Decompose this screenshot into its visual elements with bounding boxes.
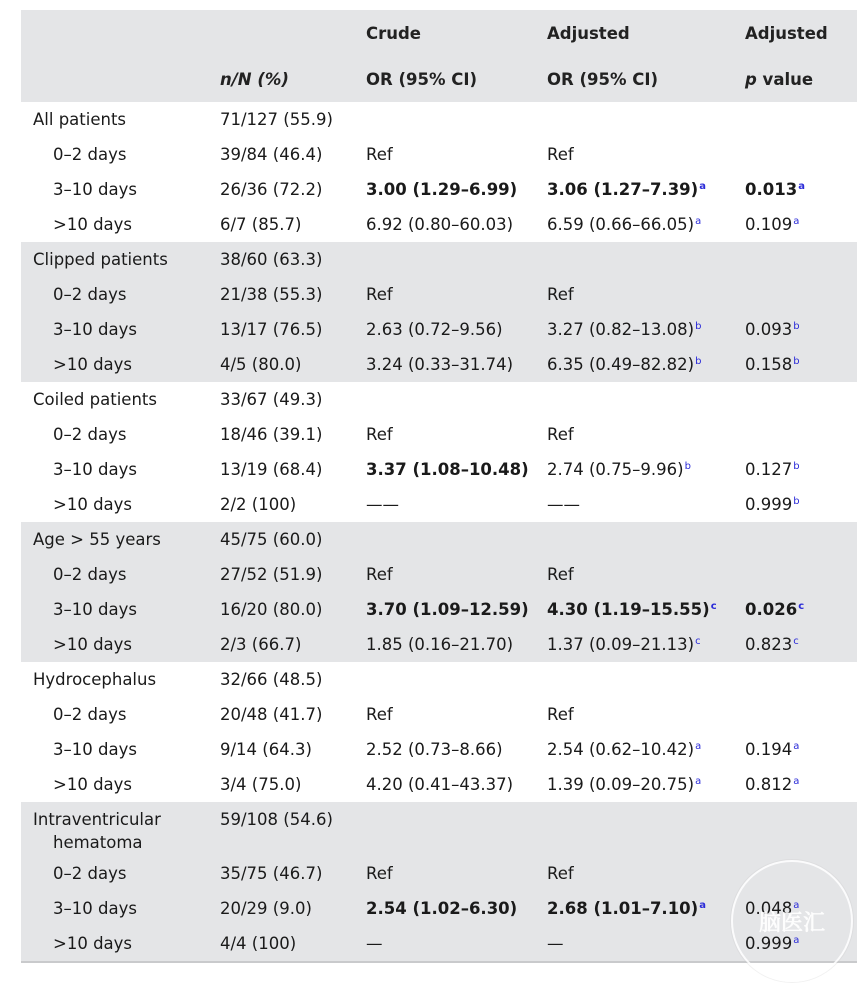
table-row <box>21 207 857 242</box>
group-name-line1: Intraventricular <box>33 810 161 829</box>
group-nN: 71/127 (55.9) <box>220 110 333 129</box>
row-crude-or <box>366 740 503 760</box>
row-crude-or-text: 3.37 (1.08–10.48) <box>366 460 529 479</box>
row-label <box>53 355 132 375</box>
footnote-marker: a <box>695 776 702 787</box>
row-label <box>53 775 132 795</box>
group-nN: 33/67 (49.3) <box>220 390 323 409</box>
row-nN <box>220 740 312 760</box>
row-nN <box>220 899 312 919</box>
row-label-text: 3–10 days <box>53 460 137 479</box>
row-p-value <box>745 460 800 480</box>
row-label-text: >10 days <box>53 775 133 794</box>
table-row <box>21 557 857 592</box>
header-p-letter: p <box>745 70 757 89</box>
row-adjusted-or <box>547 180 706 200</box>
row-label <box>53 565 126 585</box>
row-label <box>53 600 137 620</box>
row-p-value <box>745 355 800 375</box>
group-header-row <box>21 802 857 856</box>
watermark-logo: 脑医汇 <box>731 860 853 982</box>
table-bottom-rule <box>21 961 857 963</box>
row-adjusted-or <box>547 320 701 340</box>
row-crude-or <box>366 495 399 515</box>
row-nN-text: 4/5 (80.0) <box>220 355 302 374</box>
row-adjusted-or-text: 1.39 (0.09–20.75) <box>547 775 695 794</box>
row-nN-text: 18/46 (39.1) <box>220 425 323 444</box>
row-p-value-text: 0.823 <box>745 635 793 654</box>
row-label-text: >10 days <box>53 635 133 654</box>
row-nN <box>220 145 322 165</box>
group-name: Age > 55 years <box>33 530 161 549</box>
row-p-value-text: 0.026 <box>745 600 798 619</box>
footnote-marker: a <box>793 776 800 787</box>
footnote-marker: c <box>695 636 701 647</box>
row-adjusted-or <box>547 215 701 235</box>
row-label-text: 3–10 days <box>53 740 137 759</box>
table-row <box>21 172 857 207</box>
row-crude-or-text: Ref <box>366 425 393 444</box>
row-nN-text: 13/17 (76.5) <box>220 320 323 339</box>
row-adjusted-or <box>547 565 574 585</box>
row-crude-or-text: 2.54 (1.02–6.30) <box>366 899 518 918</box>
row-nN-text: 26/36 (72.2) <box>220 180 323 199</box>
row-adjusted-or <box>547 934 564 954</box>
row-crude-or <box>366 320 503 340</box>
row-crude-or <box>366 145 393 165</box>
footnote-marker: a <box>699 900 706 911</box>
row-label-text: 3–10 days <box>53 600 137 619</box>
row-label <box>53 495 132 515</box>
row-crude-or <box>366 934 383 954</box>
row-nN-text: 2/2 (100) <box>220 495 297 514</box>
table-row <box>21 347 857 382</box>
group-header-row <box>21 382 857 417</box>
row-nN <box>220 355 301 375</box>
row-label-text: >10 days <box>53 355 133 374</box>
row-adjusted-or <box>547 145 574 165</box>
row-label-text: 0–2 days <box>53 565 127 584</box>
row-label-text: 3–10 days <box>53 320 137 339</box>
row-nN <box>220 460 322 480</box>
row-adjusted-or <box>547 460 691 480</box>
group-header-row <box>21 242 857 277</box>
row-crude-or <box>366 635 513 655</box>
table-row <box>21 697 857 732</box>
row-adjusted-or <box>547 740 701 760</box>
footnote-marker: a <box>699 181 706 192</box>
table-group <box>21 242 857 382</box>
footnote-marker: b <box>684 461 691 472</box>
row-adjusted-or-text: Ref <box>547 705 574 724</box>
row-nN <box>220 635 301 655</box>
row-p-value <box>745 740 799 760</box>
table-group <box>21 102 857 242</box>
row-nN <box>220 934 296 954</box>
row-adjusted-or <box>547 775 701 795</box>
group-name: Clipped patients <box>33 250 168 269</box>
row-p-value <box>745 775 799 795</box>
row-crude-or-text: 2.52 (0.73–8.66) <box>366 740 503 759</box>
row-label-text: 0–2 days <box>53 864 127 883</box>
row-nN-text: 4/4 (100) <box>220 934 297 953</box>
row-adjusted-or-text: 6.35 (0.49–82.82) <box>547 355 695 374</box>
row-nN-text: 35/75 (46.7) <box>220 864 323 883</box>
row-nN <box>220 600 322 620</box>
group-name-line2: hematoma <box>53 833 143 852</box>
table-group <box>21 382 857 522</box>
footnote-marker: a <box>695 741 702 752</box>
row-crude-or-text: Ref <box>366 565 393 584</box>
row-label <box>53 740 137 760</box>
row-crude-or-text: Ref <box>366 145 393 164</box>
row-crude-or-text: — <box>366 934 383 953</box>
row-p-value-text: 0.999 <box>745 934 793 953</box>
row-nN-text: 20/48 (41.7) <box>220 705 323 724</box>
header-adj-or: OR (95% CI) <box>547 70 659 89</box>
row-crude-or-text: Ref <box>366 285 393 304</box>
footnote-marker: a <box>798 181 805 192</box>
row-nN-text: 6/7 (85.7) <box>220 215 302 234</box>
row-crude-or <box>366 180 517 200</box>
row-p-value-text: 0.109 <box>745 215 793 234</box>
row-nN-text: 39/84 (46.4) <box>220 145 323 164</box>
group-nN: 38/60 (63.3) <box>220 250 323 269</box>
row-label <box>53 215 132 235</box>
row-adjusted-or <box>547 899 706 919</box>
row-nN-text: 27/52 (51.9) <box>220 565 323 584</box>
row-adjusted-or <box>547 864 574 884</box>
group-name <box>33 808 193 854</box>
table-body <box>21 102 857 961</box>
footnote-marker: b <box>793 321 800 332</box>
header-crude: Crude <box>366 24 421 43</box>
row-adjusted-or-text: 4.30 (1.19–15.55) <box>547 600 710 619</box>
row-label-text: 0–2 days <box>53 425 127 444</box>
table-header <box>21 10 857 102</box>
group-name: All patients <box>33 110 127 129</box>
row-label <box>53 864 126 884</box>
row-adjusted-or-text: 1.37 (0.09–21.13) <box>547 635 695 654</box>
row-p-value-text: 0.194 <box>745 740 793 759</box>
row-nN-text: 16/20 (80.0) <box>220 600 323 619</box>
row-adjusted-or-text: — <box>547 934 564 953</box>
row-adjusted-or-text: 2.54 (0.62–10.42) <box>547 740 695 759</box>
table-row <box>21 137 857 172</box>
footnote-marker: a <box>793 935 800 946</box>
table-row <box>21 732 857 767</box>
table-row <box>21 767 857 802</box>
row-nN-text: 3/4 (75.0) <box>220 775 302 794</box>
footnote-marker: a <box>695 216 702 227</box>
results-table <box>21 10 857 961</box>
row-nN <box>220 565 322 585</box>
row-nN <box>220 425 322 445</box>
row-adjusted-or <box>547 705 574 725</box>
group-header-row <box>21 522 857 557</box>
row-adjusted-or <box>547 285 574 305</box>
header-adjusted: Adjusted <box>547 24 630 43</box>
row-p-value-text: 0.013 <box>745 180 798 199</box>
row-crude-or-text: 3.24 (0.33–31.74) <box>366 355 514 374</box>
group-nN: 59/108 (54.6) <box>220 810 333 829</box>
row-p-value-text: 0.812 <box>745 775 793 794</box>
row-label-text: 0–2 days <box>53 705 127 724</box>
row-adjusted-or <box>547 600 717 620</box>
footnote-marker: b <box>793 461 800 472</box>
row-nN-text: 13/19 (68.4) <box>220 460 323 479</box>
footnote-marker: a <box>793 216 800 227</box>
table-row <box>21 417 857 452</box>
row-nN-text: 21/38 (55.3) <box>220 285 323 304</box>
row-p-value <box>745 495 800 515</box>
row-crude-or <box>366 600 529 620</box>
row-nN-text: 2/3 (66.7) <box>220 635 302 654</box>
row-crude-or <box>366 705 393 725</box>
footnote-marker: a <box>793 900 800 911</box>
row-label <box>53 705 126 725</box>
row-p-value-text: 0.048 <box>745 899 793 918</box>
row-crude-or <box>366 864 393 884</box>
table-group <box>21 522 857 662</box>
row-adjusted-or <box>547 355 701 375</box>
row-p-value <box>745 635 799 655</box>
row-adjusted-or-text: 3.06 (1.27–7.39) <box>547 180 699 199</box>
footnote-marker: a <box>793 741 800 752</box>
row-label-text: 3–10 days <box>53 180 137 199</box>
row-p-value-text: 0.127 <box>745 460 793 479</box>
row-crude-or-text: Ref <box>366 705 393 724</box>
table-row <box>21 312 857 347</box>
row-nN-text: 9/14 (64.3) <box>220 740 312 759</box>
table-row <box>21 856 857 891</box>
row-nN <box>220 705 322 725</box>
row-label-text: 0–2 days <box>53 285 127 304</box>
row-crude-or-text: Ref <box>366 864 393 883</box>
group-nN: 32/66 (48.5) <box>220 670 323 689</box>
row-adjusted-or-text: Ref <box>547 145 574 164</box>
row-label <box>53 934 132 954</box>
row-label <box>53 320 137 340</box>
table-row <box>21 277 857 312</box>
group-nN: 45/75 (60.0) <box>220 530 323 549</box>
row-crude-or-text: 4.20 (0.41–43.37) <box>366 775 514 794</box>
row-adjusted-or-text: Ref <box>547 864 574 883</box>
row-p-value-text: 0.093 <box>745 320 793 339</box>
row-nN <box>220 180 322 200</box>
row-label-text: >10 days <box>53 495 133 514</box>
row-p-value-text: 0.999 <box>745 495 793 514</box>
row-label <box>53 145 126 165</box>
row-nN <box>220 864 322 884</box>
row-adjusted-or-text: Ref <box>547 285 574 304</box>
header-p-value <box>745 70 813 89</box>
table-row <box>21 452 857 487</box>
table-group <box>21 662 857 802</box>
header-crude-or: OR (95% CI) <box>366 70 478 89</box>
group-header-row <box>21 662 857 697</box>
row-label <box>53 180 137 200</box>
row-label-text: >10 days <box>53 934 133 953</box>
row-nN <box>220 320 322 340</box>
row-label-text: 0–2 days <box>53 145 127 164</box>
row-adjusted-or-text: Ref <box>547 565 574 584</box>
group-name: Coiled patients <box>33 390 157 409</box>
row-crude-or-text: 3.70 (1.09–12.59) <box>366 600 529 619</box>
row-label <box>53 899 137 919</box>
footnote-marker: b <box>695 321 702 332</box>
row-crude-or <box>366 775 513 795</box>
row-adjusted-or-text: Ref <box>547 425 574 444</box>
row-adjusted-or-text: 2.74 (0.75–9.96) <box>547 460 684 479</box>
header-adjusted-p: Adjusted <box>745 24 828 43</box>
group-name: Hydrocephalus <box>33 670 157 689</box>
row-p-value-text: 0.158 <box>745 355 793 374</box>
footnote-marker: c <box>793 636 799 647</box>
row-p-value <box>745 320 800 340</box>
header-nN: n/N (%) <box>220 70 289 89</box>
row-adjusted-or <box>547 495 580 515</box>
row-nN-text: 20/29 (9.0) <box>220 899 312 918</box>
row-nN <box>220 775 301 795</box>
row-label <box>53 635 132 655</box>
table-row <box>21 627 857 662</box>
row-p-value <box>745 180 805 200</box>
row-crude-or-text: 1.85 (0.16–21.70) <box>366 635 514 654</box>
row-nN <box>220 495 296 515</box>
row-adjusted-or <box>547 635 701 655</box>
row-label-text: 3–10 days <box>53 899 137 918</box>
row-crude-or <box>366 355 513 375</box>
row-label <box>53 425 126 445</box>
table-group <box>21 802 857 961</box>
row-crude-or-text: 6.92 (0.80–60.03) <box>366 215 514 234</box>
row-label <box>53 460 137 480</box>
footnote-marker: c <box>710 601 717 612</box>
row-adjusted-or-text: 2.68 (1.01–7.10) <box>547 899 699 918</box>
row-crude-or-text: 2.63 (0.72–9.56) <box>366 320 503 339</box>
footnote-marker: b <box>793 356 800 367</box>
footnote-marker: c <box>798 601 805 612</box>
row-crude-or <box>366 215 513 235</box>
row-nN <box>220 215 301 235</box>
row-crude-or-text: 3.00 (1.29–6.99) <box>366 180 518 199</box>
row-label-text: >10 days <box>53 215 133 234</box>
footnote-marker: b <box>793 496 800 507</box>
table-row <box>21 487 857 522</box>
row-adjusted-or-text: 6.59 (0.66–66.05) <box>547 215 695 234</box>
row-crude-or <box>366 565 393 585</box>
row-p-value <box>745 600 804 620</box>
row-p-value <box>745 215 799 235</box>
row-crude-or <box>366 460 529 480</box>
row-adjusted-or-text: —— <box>547 495 580 514</box>
footnote-marker: b <box>695 356 702 367</box>
header-p-suffix: value <box>756 70 814 89</box>
group-header-row <box>21 102 857 137</box>
table-row <box>21 592 857 627</box>
row-label <box>53 285 126 305</box>
row-crude-or-text: —— <box>366 495 399 514</box>
row-adjusted-or <box>547 425 574 445</box>
row-nN <box>220 285 322 305</box>
row-crude-or <box>366 425 393 445</box>
row-crude-or <box>366 899 517 919</box>
row-adjusted-or-text: 3.27 (0.82–13.08) <box>547 320 695 339</box>
row-crude-or <box>366 285 393 305</box>
